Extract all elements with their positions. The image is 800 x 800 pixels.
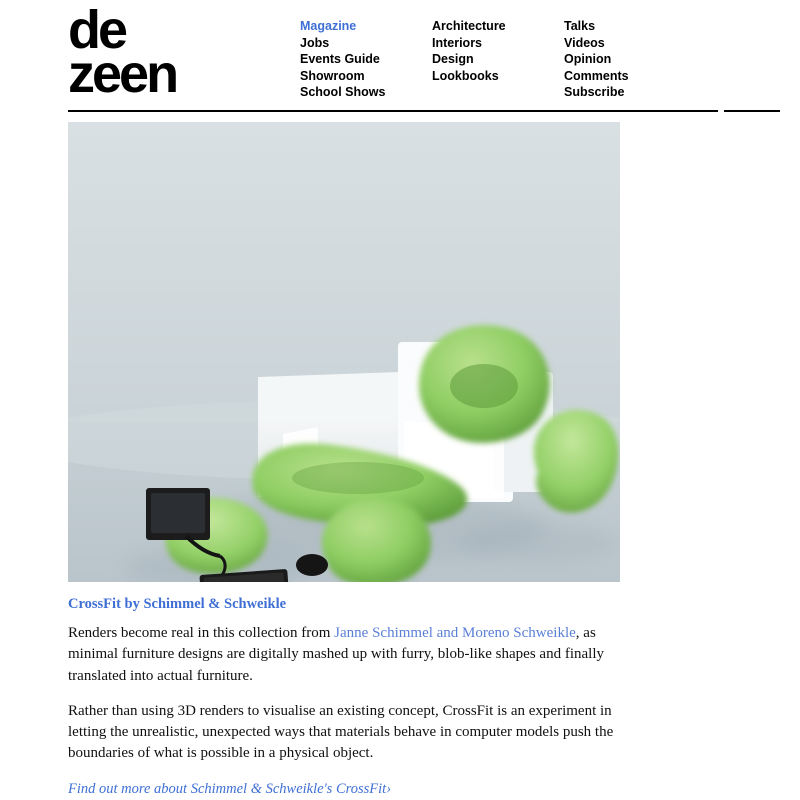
image-caption[interactable]: CrossFit by Schimmel & Schweikle [68,596,287,612]
designers-link[interactable]: Janne Schimmel and Moreno Schweikle [334,625,576,641]
nav-item-talks[interactable]: Talks [564,19,596,33]
header-divider-main [68,110,718,112]
nav-column-1 [300,18,432,101]
paragraph-1-text-after: , as minimal furniture designs are digitally mashed up with furry, blob-like shapes and finally translated into actual furniture. [68,625,604,684]
nav-item-showroom[interactable]: Showroom [300,68,365,83]
nav-item-opinion[interactable]: Opinion [564,52,612,66]
nav-item-comments[interactable]: Comments [564,68,629,83]
logo-line-de: de [68,0,126,60]
article-paragraph-1 [68,623,620,687]
article-image [68,122,620,582]
site-logo[interactable] [0,0,300,105]
find-out-more-link[interactable]: Find out more about Schimmel & Schweikle's CrossFit› [68,780,392,797]
nav-item-events-guide[interactable]: Events Guide [300,52,380,66]
article-paragraph-2: Rather than using 3D renders to visualise an existing concept, CrossFit is an experiment in letting the unrealistic, unexpected ways that materials behave in computer models push the boundaries of what is possible in a physical object. [68,702,614,762]
nav-item-subscribe[interactable]: Subscribe [564,85,625,99]
header-divider-right [724,110,780,112]
nav-item-magazine[interactable]: Magazine [300,19,357,33]
article-content [0,122,800,798]
article-image-illustration [68,122,620,582]
nav-item-videos[interactable]: Videos [564,35,605,50]
nav-item-architecture[interactable]: Architecture [432,19,506,33]
nav-column-3 [564,18,696,101]
nav-item-school-shows[interactable]: School Shows [300,85,386,99]
nav-item-design[interactable]: Design [432,52,474,66]
header-divider [0,110,800,122]
nav-item-interiors[interactable]: Interiors [432,35,483,50]
logo-line-zeen: zeen [68,44,177,105]
paragraph-1-text-before: Renders become real in this collection from [68,625,335,641]
nav-column-2 [432,18,564,101]
main-navigation [300,8,696,101]
site-header [0,0,800,110]
nav-item-lookbooks[interactable]: Lookbooks [432,68,499,83]
nav-item-jobs[interactable]: Jobs [300,35,330,50]
